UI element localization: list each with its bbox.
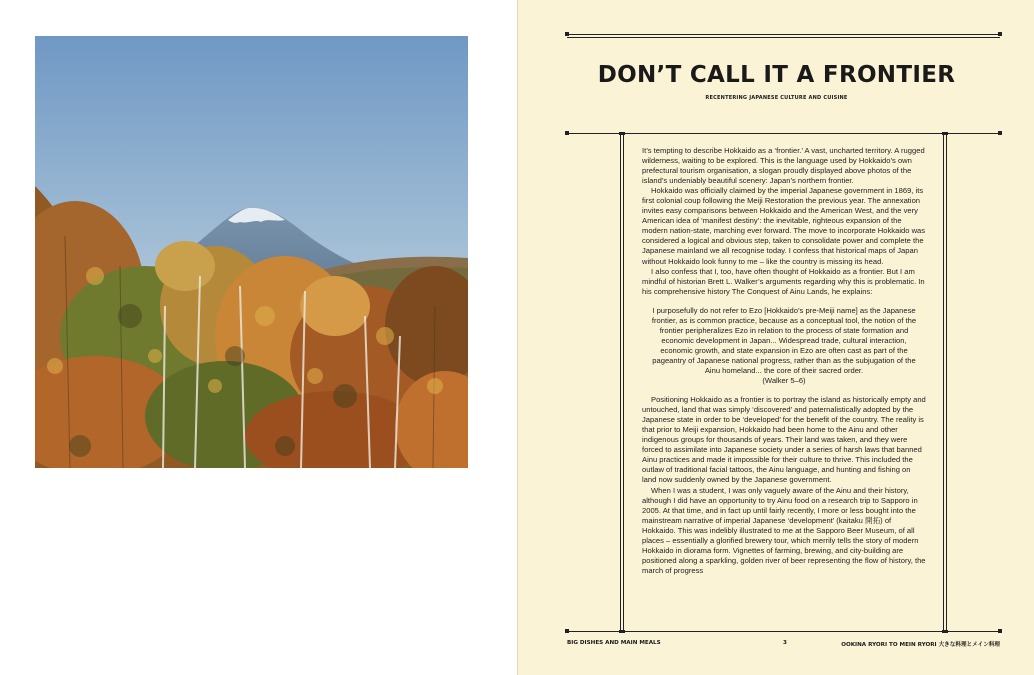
top-rule	[567, 34, 1000, 38]
article-body	[642, 146, 926, 624]
body-paragraph: Hokkaido was officially claimed by the imperial Japanese government in 1869, its first colonial coup following the Meiji Restoration the previous year. The annexation invites easy comparisons between Hokkaido and the American West, and the very American idea of ‘manifest destiny’: the inevitable, righteous expansion of the modern nation-state, marching ever forward. The move to incorporate Hokkaido was considered a logical and obvious step, taken to consolidate power and complete the Japanese mainland we all recognise today. I confess that historical maps of Japan without Hokkaido look funny to me – like the country is missing its head.	[642, 186, 926, 266]
frame-rule-top	[567, 133, 1000, 134]
page-footer	[567, 640, 1000, 650]
frame-rule-left-outer	[620, 133, 621, 632]
page-number: 3	[783, 640, 787, 646]
article-subtitle: RECENTERING JAPANESE CULTURE AND CUISINE	[705, 95, 848, 101]
quote-text: I purposefully do not refer to Ezo [Hokkaido’s pre-Meiji name] as the Japanese frontier, as is common practice, because as a conceptual tool, the notion of the frontier peripheralizes Ezo in relation to the process of state formation and economic development in Japan... Widespread trade, cultural interaction, economic growth, and state expansion in Ezo are often cast as part of the pageantry of Japanese national progress, rather than as the subjugation of the Ainu homeland... the core of their sacred order.	[651, 305, 917, 375]
body-paragraph: I also confess that I, too, have often thought of Hokkaido as a frontier. But I am mindful of historian Brett L. Walker’s arguments regarding why this is problematic. In his comprehensive history The Conquest of Ainu Lands, he explains:	[642, 266, 925, 296]
body-paragraph: It’s tempting to describe Hokkaido as a ‘frontier.’ A vast, uncharted territory. A rugged wilderness, waiting to be explored. This is the language used by Hokkaido’s own prefectural tourism organisation, a slogan proudly displayed above photos of the island’s undeniably beautiful scenery: Japan’s northern frontier.	[642, 146, 925, 186]
right-page	[517, 0, 1034, 675]
mountain-landscape-photo	[35, 36, 468, 468]
body-paragraph: When I was a student, I was only vaguely aware of the Ainu and their history, although I did have an opportunity to try Ainu food on a research trip to Sapporo in 2005. At that time, and in fact up until fairly recently, I more or less bought into the mainstream narrative of imperial Japanese ‘development’ (kaitaku 開拓) of Hokkaido. This was indelibly illustrated to me at the Sapporo Beer Museum, of all places – essentially a glorified brewery tour, which merrily tells the story of modern Hokkaido in diorama form. Vignettes of farming, brewing, and city-building are positioned along a sparkling, golden river of beer representing the flow of history, the march of progress	[642, 485, 926, 575]
frame-rule-bottom	[567, 631, 1000, 632]
frame-rule-right-outer	[946, 133, 947, 632]
quote-citation: (Walker 5–6)	[762, 376, 806, 386]
block-quote	[646, 306, 922, 386]
article-title: DON’T CALL IT A FRONTIER	[597, 62, 956, 88]
frame-rule-right-inner	[943, 133, 944, 632]
footer-section-title: BIG DISHES AND MAIN MEALS	[567, 640, 661, 646]
footer-chapter-title: OOKINA RYORI TO MEIN RYORI 大きな料理とメイン料理	[841, 642, 1000, 648]
body-paragraph: Positioning Hokkaido as a frontier is to portray the island as historically empty and untouched, land that was simply ‘discovered’ and paternalistically adopted by the Japanese state in order to be ‘developed’ for the benefit of the country. The reality is that prior to Meiji expansion, Hokkaido had been home to the Ainu and other indigenous groups for thousands of years. Their land was taken, and they were forced to assimilate into Japanese society under a series of harsh laws that banned Ainu practices and made it impossible for their culture to thrive. This included the outlaw of traditional facial tattoos, the Ainu language, and hunting and fishing on land now suddenly owned by the Japanese government.	[642, 395, 926, 485]
frame-rule-left-inner	[623, 133, 624, 632]
